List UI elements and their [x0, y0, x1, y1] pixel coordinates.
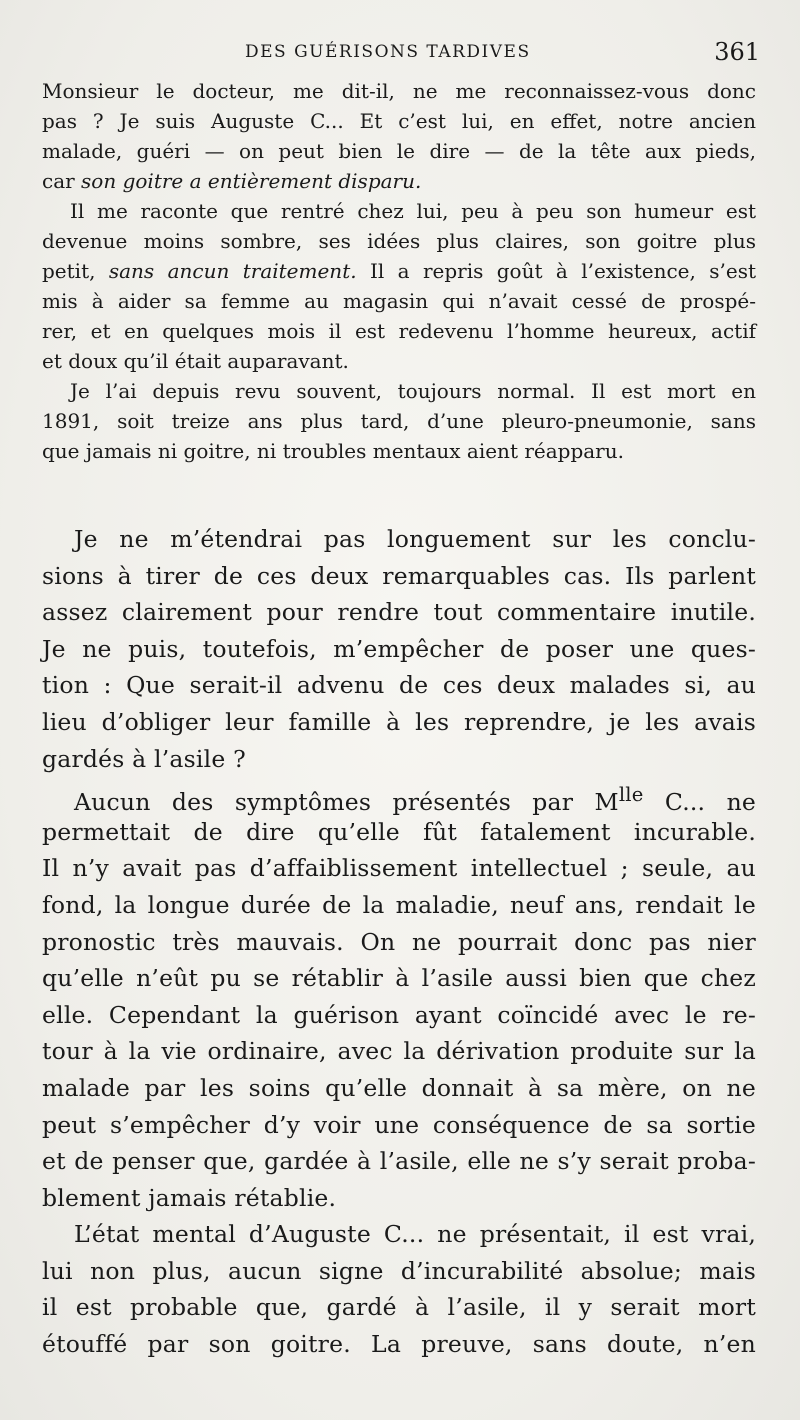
- text-line: [42, 1289, 756, 1326]
- line-text: tion : Que serait-il advenu de ces deux malades si, au: [42, 671, 756, 700]
- text-line: [42, 346, 756, 376]
- line-text: sions à tirer de ces deux remarquables cas. Ils parlent: [42, 561, 756, 590]
- line-text: malade, guéri — on peut bien le dire — de la tête aux pieds,: [42, 139, 756, 163]
- text-line: [42, 850, 756, 887]
- running-title: DES GUÉRISONS TARDIVES: [245, 42, 531, 62]
- text-line: [42, 106, 756, 136]
- text-line: [42, 136, 756, 166]
- text-line: [42, 376, 756, 406]
- text-line: [42, 1216, 756, 1253]
- line-text: blement jamais rétablie.: [42, 1183, 337, 1212]
- text-line: [42, 558, 756, 595]
- line-text: elle. Cependant la guérison ayant coïncidé avec le re-: [42, 1000, 756, 1029]
- line-text: L’état mental d’Auguste C... ne présentait, il est vrai,: [74, 1220, 756, 1249]
- line-text: permettait de dire qu’elle fût fatalement incurable.: [42, 817, 756, 846]
- text-line: [42, 1143, 756, 1180]
- line-text: gardés à l’asile ?: [42, 744, 246, 773]
- small-print-passage: [42, 76, 756, 466]
- line-text: fond, la longue durée de la maladie, neuf ans, rendait le: [42, 890, 756, 919]
- text-line: [42, 777, 756, 814]
- text-line: [42, 1033, 756, 1070]
- text-line: [42, 226, 756, 256]
- line-text: car: [42, 169, 82, 193]
- text-line: [42, 704, 756, 741]
- line-text: lui non plus, aucun signe d’incurabilité absolue; mais: [42, 1256, 756, 1285]
- line-text: que jamais ni goitre, ni troubles mentaux aient réapparu.: [42, 439, 624, 463]
- text-line: [42, 594, 756, 631]
- text-line: [42, 436, 756, 466]
- line-text: peut s’empêcher d’y voir une conséquence de sa sortie: [42, 1110, 756, 1139]
- text-line: [42, 406, 756, 436]
- text-line: [42, 1326, 756, 1363]
- line-text: malade par les soins qu’elle donnait à sa mère, on ne: [42, 1073, 756, 1102]
- text-line: [42, 1180, 756, 1217]
- running-head: [0, 38, 800, 78]
- text-line: [42, 667, 756, 704]
- text-line: [42, 286, 756, 316]
- line-text: petit,: [42, 259, 109, 283]
- line-text: Il me raconte que rentré chez lui, peu à peu son humeur est: [70, 199, 756, 223]
- text-line: [42, 924, 756, 961]
- line-text: mis à aider sa femme au magasin qui n’avait cessé de prospé-: [42, 289, 756, 313]
- text-line: [42, 166, 756, 196]
- text-line: [42, 814, 756, 851]
- line-text: qu’elle n’eût pu se rétablir à l’asile aussi bien que chez: [42, 964, 756, 993]
- text-line: [42, 741, 756, 778]
- text-line: [42, 631, 756, 668]
- line-text: et de penser que, gardée à l’asile, elle ne s’y serait proba-: [42, 1147, 756, 1176]
- line-text: rer, et en quelques mois il est redevenu l’homme heureux, actif: [42, 319, 756, 343]
- line-text: il est probable que, gardé à l’asile, il y serait mort: [42, 1293, 756, 1322]
- main-text-passage: [42, 521, 756, 1363]
- line-text: Je l’ai depuis revu souvent, toujours normal. Il est mort en: [70, 379, 756, 403]
- line-text: Je ne m’étendrai pas longuement sur les conclu-: [74, 525, 756, 553]
- line-text: Monsieur le docteur, me dit-il, ne me reconnaissez-vous donc: [42, 79, 756, 103]
- line-text: Je ne puis, toutefois, m’empêcher de poser une ques-: [42, 634, 756, 663]
- superscript-text: lle: [618, 783, 644, 807]
- text-line: [42, 1107, 756, 1144]
- page-number: 361: [714, 38, 760, 66]
- text-line: [42, 887, 756, 924]
- text-line: [42, 1070, 756, 1107]
- line-text: Il a repris goût à l’existence, s’est: [356, 259, 757, 283]
- line-text: assez clairement pour rendre tout commentaire inutile.: [42, 598, 756, 627]
- italic-text: sans ancun traitement.: [108, 259, 357, 283]
- line-text: lieu d’obliger leur famille à les reprendre, je les avais: [42, 707, 756, 736]
- text-line: [42, 997, 756, 1034]
- line-text: Aucun des symptômes présentés par M: [74, 787, 619, 816]
- text-line: [42, 1253, 756, 1290]
- italic-text: son goitre a entièrement disparu.: [81, 169, 422, 193]
- line-text: devenue moins sombre, ses idées plus claires, son goitre plus: [42, 229, 756, 253]
- text-line: [42, 76, 756, 106]
- text-line: [42, 960, 756, 997]
- line-text: 1891, soit treize ans plus tard, d’une pleuro-pneumonie, sans: [42, 409, 756, 433]
- line-text: et doux qu’il était auparavant.: [42, 349, 349, 373]
- line-text: tour à la vie ordinaire, avec la dérivation produite sur la: [42, 1037, 756, 1066]
- text-line: [42, 256, 756, 286]
- text-line: [42, 521, 756, 558]
- line-text: pas ? Je suis Auguste C... Et c’est lui, en effet, notre ancien: [42, 109, 756, 133]
- line-text: C... ne: [643, 787, 757, 816]
- line-text: pronostic très mauvais. On ne pourrait donc pas nier: [42, 927, 756, 956]
- line-text: étouffé par son goitre. La preuve, sans doute, n’en: [42, 1330, 756, 1359]
- text-line: [42, 316, 756, 346]
- line-text: Il n’y avait pas d’affaiblissement intellectuel ; seule, au: [42, 854, 756, 883]
- text-line: [42, 196, 756, 226]
